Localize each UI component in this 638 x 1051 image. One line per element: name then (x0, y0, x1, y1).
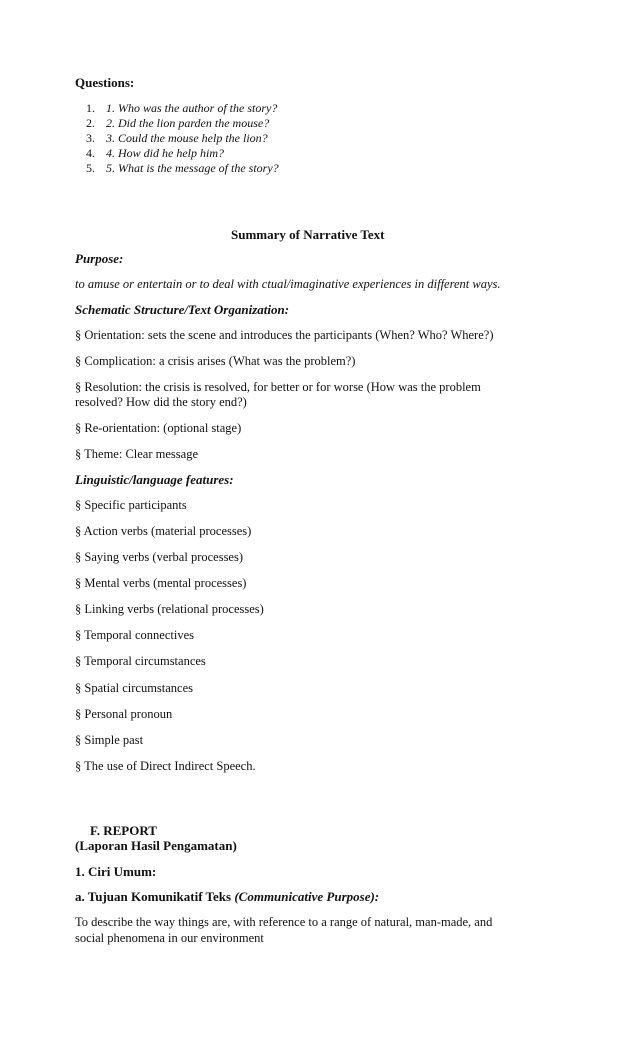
feature-item: § Temporal circumstances (75, 654, 206, 668)
structure-item: § Complication: a crisis arises (What was the problem?) (75, 354, 356, 368)
question-text: 1. Who was the author of the story? (106, 101, 278, 115)
feature-item: § Specific participants (75, 498, 187, 512)
question-number: 1. (86, 101, 95, 115)
feature-item: § Personal pronoun (75, 707, 173, 721)
tujuan-heading (75, 889, 379, 905)
tujuan-label: a. Tujuan Komunikatif Teks (75, 889, 235, 904)
questions-heading: Questions: (75, 75, 135, 90)
feature-item: § Action verbs (material processes) (75, 524, 252, 538)
feature-item: § Linking verbs (relational processes) (75, 602, 264, 616)
question-text: 2. Did the lion parden the mouse? (106, 116, 270, 130)
structure-label: Schematic Structure/Text Organization: (75, 302, 290, 317)
features-label: Linguistic/language features: (75, 472, 234, 487)
report-subtitle: (Laporan Hasil Pengamatan) (75, 838, 237, 853)
purpose-label: Purpose: (75, 251, 124, 266)
structure-item: § Resolution: the crisis is resolved, for better or for worse (How was the problem (75, 380, 481, 394)
structure-item: § Orientation: sets the scene and introduces the participants (When? Who? Where?) (75, 328, 494, 342)
purpose-text: to amuse or entertain or to deal with ctual/imaginative experiences in different ways. (75, 277, 501, 291)
structure-item: § Re-orientation: (optional stage) (75, 421, 242, 435)
feature-item: § Spatial circumstances (75, 681, 194, 695)
report-heading: F. REPORT (90, 823, 157, 838)
ciri-umum-heading: 1. Ciri Umum: (75, 864, 157, 879)
structure-item: § Theme: Clear message (75, 447, 198, 461)
structure-item: resolved? How did the story end?) (75, 395, 247, 409)
question-text: 4. How did he help him? (106, 146, 224, 160)
tujuan-label-italic: (Communicative Purpose): (234, 889, 380, 904)
question-text: 5. What is the message of the story? (106, 161, 279, 175)
feature-item: § Mental verbs (mental processes) (75, 576, 247, 590)
feature-item: § Saying verbs (verbal processes) (75, 550, 244, 564)
question-number: 2. (86, 116, 95, 130)
feature-item: § The use of Direct Indirect Speech. (75, 759, 256, 773)
summary-title: Summary of Narrative Text (231, 227, 385, 242)
report-description-line: To describe the way things are, with reference to a range of natural, man-made, and (75, 915, 493, 929)
question-number: 3. (86, 131, 95, 145)
question-number: 4. (86, 146, 95, 160)
feature-item: § Simple past (75, 733, 144, 747)
question-text: 3. Could the mouse help the lion? (106, 131, 268, 145)
report-description-line: social phenomena in our environment (75, 931, 264, 945)
feature-item: § Temporal connectives (75, 628, 194, 642)
question-number: 5. (86, 161, 95, 175)
